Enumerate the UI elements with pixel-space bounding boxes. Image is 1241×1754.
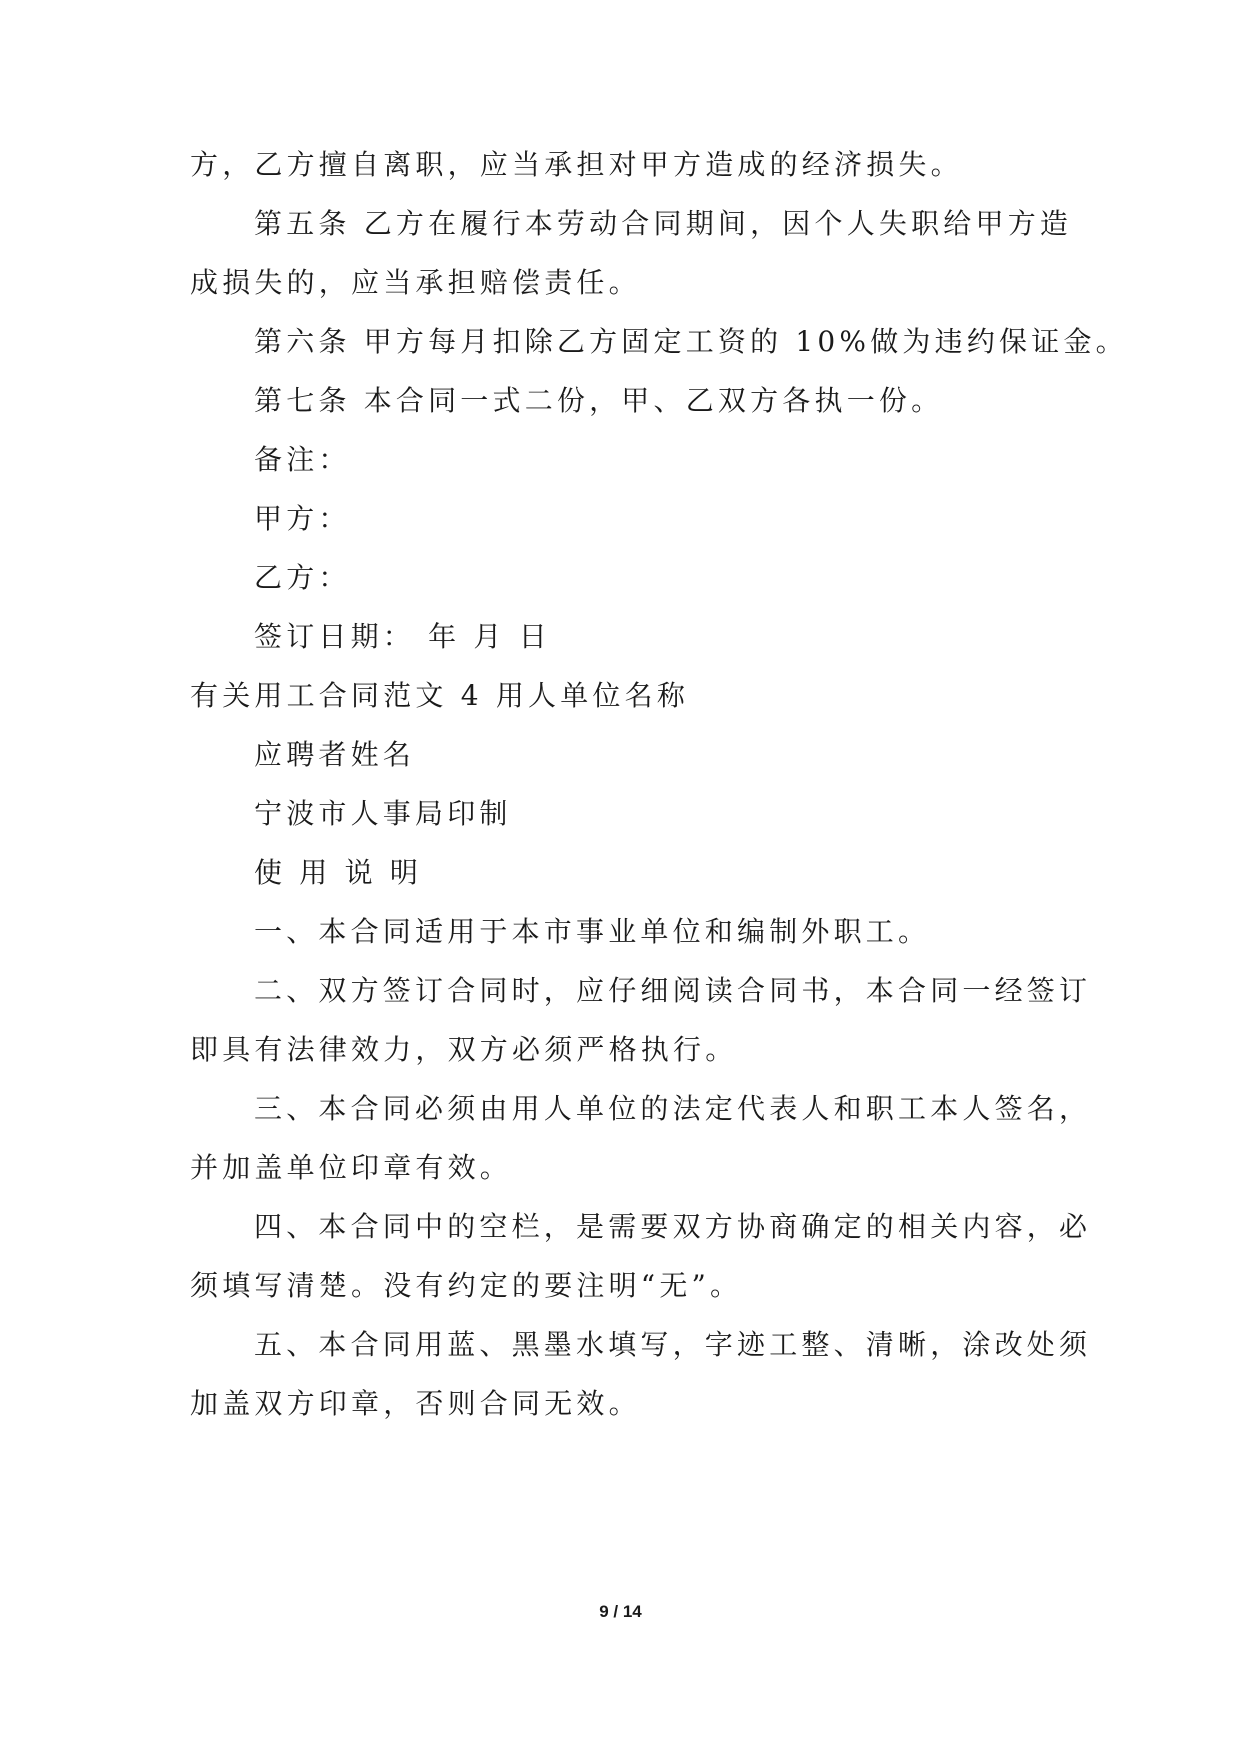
paragraph-line: 方，乙方擅自离职，应当承担对甲方造成的经济损失。 [190, 148, 963, 181]
paragraph-line: 第七条 本合同一式二份，甲、乙双方各执一份。 [254, 384, 944, 417]
instructions-heading: 使 用 说 明 [254, 856, 423, 889]
paragraph-line: 第五条 乙方在履行本劳动合同期间，因个人失职给甲方造 [254, 207, 1073, 240]
applicant-name-label: 应聘者姓名 [254, 738, 416, 771]
issuer-line: 宁波市人事局印制 [254, 797, 512, 830]
paragraph-line: 成损失的，应当承担赔偿责任。 [190, 266, 641, 299]
paragraph-line: 并加盖单位印章有效。 [190, 1151, 513, 1184]
paragraph-line: 即具有法律效力，双方必须严格执行。 [190, 1033, 738, 1066]
paragraph-line: 二、双方签订合同时，应仔细阅读合同书，本合同一经签订 [254, 974, 1092, 1007]
paragraph-line: 第六条 甲方每月扣除乙方固定工资的 10%做为违约保证金。 [254, 325, 1128, 358]
paragraph-line: 五、本合同用蓝、黑墨水填写，字迹工整、清晰，涂改处须 [254, 1328, 1092, 1361]
section-heading: 有关用工合同范文 4 用人单位名称 [190, 679, 690, 712]
remarks-label: 备注： [254, 443, 351, 476]
party-b-label: 乙方： [254, 561, 351, 594]
party-a-label: 甲方： [254, 502, 351, 535]
paragraph-line: 四、本合同中的空栏，是需要双方协商确定的相关内容，必 [254, 1210, 1092, 1243]
page-number: 9 / 14 [599, 1602, 642, 1621]
paragraph-line: 加盖双方印章，否则合同无效。 [190, 1387, 641, 1420]
paragraph-line: 一、本合同适用于本市事业单位和编制外职工。 [254, 915, 931, 948]
paragraph-line: 三、本合同必须由用人单位的法定代表人和职工本人签名， [254, 1092, 1092, 1125]
signing-date-label: 签订日期： 年 月 日 [254, 620, 551, 653]
paragraph-line: 须填写清楚。没有约定的要注明“无”。 [190, 1269, 743, 1302]
